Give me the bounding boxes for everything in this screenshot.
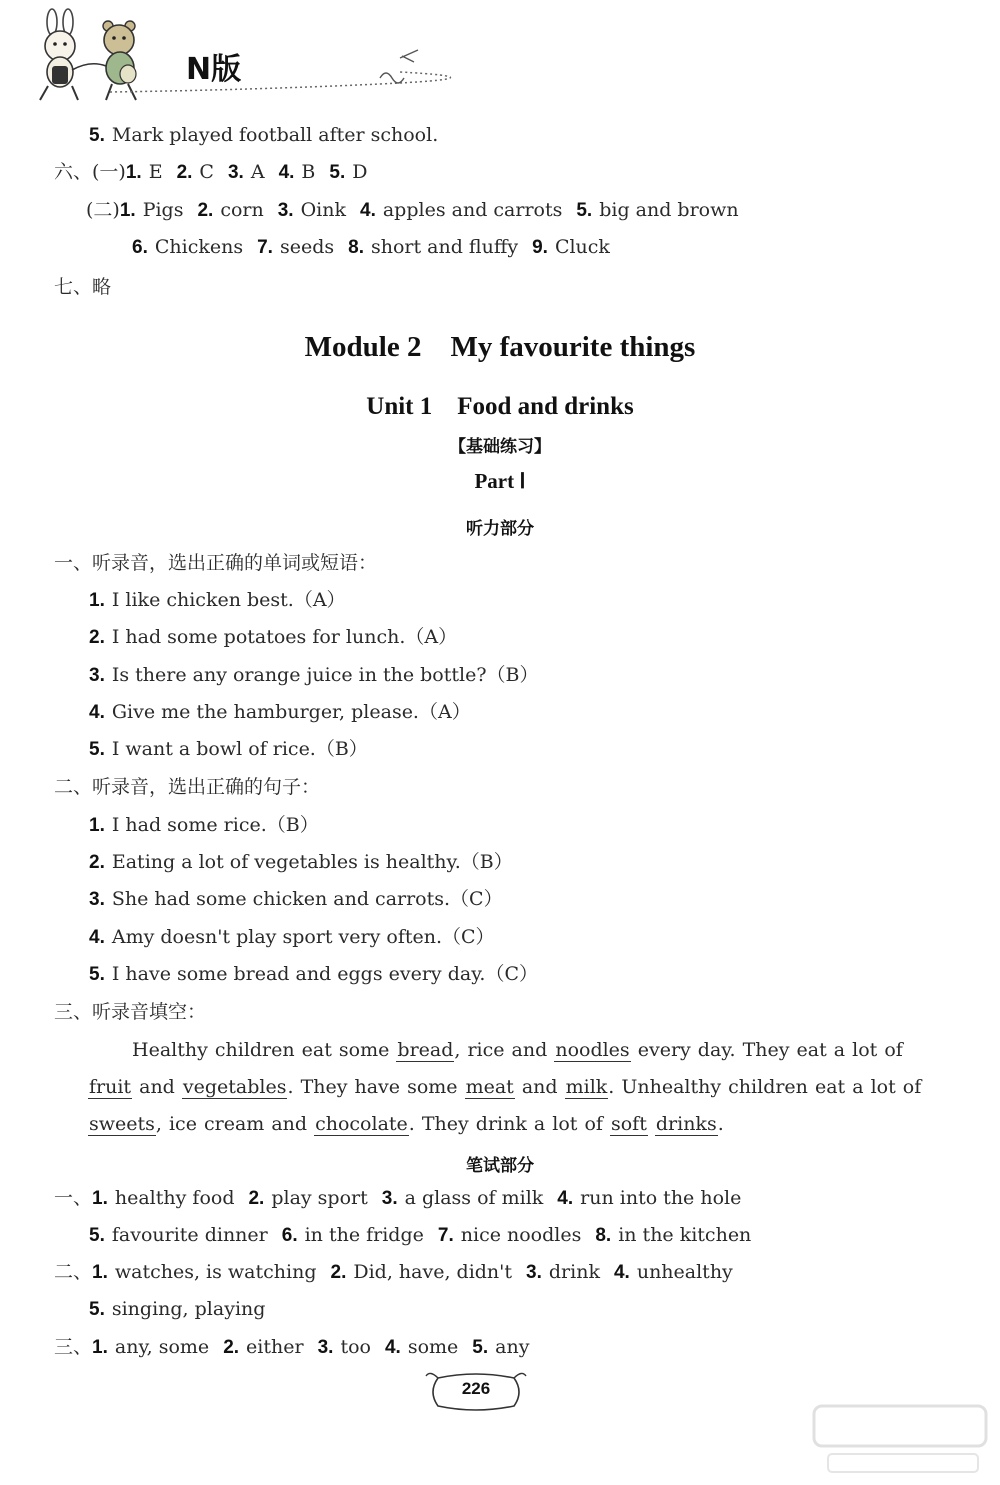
writing-answers-one-continued: 5. favourite dinner 6. in the fridge 7. nice noodles 8. in the kitchen	[89, 1224, 752, 1246]
module-title: Module 2 My favourite things	[304, 331, 696, 363]
writing-section-title: 笔试部分	[466, 1156, 534, 1176]
list-item: 1. I like chicken best.（A）	[89, 589, 346, 611]
decorative-dotted-line	[100, 40, 520, 100]
filled-blank: meat	[465, 1076, 514, 1098]
writing-answers-three: 三、1. any, some 2. either 3. too 4. some 5. any	[54, 1336, 530, 1358]
list-item: 2. I had some potatoes for lunch.（A）	[89, 626, 458, 648]
filled-blank: soft	[610, 1113, 647, 1135]
answer-line: 5. Mark played football after school.	[89, 124, 439, 146]
writing-answers-two-continued: 5. singing, playing	[89, 1298, 266, 1320]
listening-section-title: 听力部分	[466, 519, 534, 539]
part-title: Part Ⅰ	[474, 469, 526, 493]
fill-blank-paragraph-line: fruit and vegetables. They have some meat and milk. Unhealthy children eat a lot of	[89, 1076, 922, 1098]
filled-blank: bread	[397, 1039, 454, 1061]
filled-blank: chocolate	[315, 1113, 408, 1135]
filled-blank: vegetables	[182, 1076, 287, 1098]
watermark-logo	[808, 1400, 992, 1480]
page-number-badge	[424, 1368, 528, 1416]
page-number: 226	[461, 1379, 491, 1398]
list-item: 4. Amy doesn't play sport very often.（C）	[89, 926, 495, 948]
list-item: 2. Eating a lot of vegetables is healthy.（B）	[89, 851, 513, 873]
listening-heading-two: 二、听录音，选出正确的句子：	[54, 776, 321, 798]
writing-answers-two: 二、1. watches, is watching 2. Did, have, didn't 3. drink 4. unhealthy	[54, 1261, 733, 1283]
section-seven: 七、略	[54, 276, 112, 298]
fill-blank-paragraph-line: Healthy children eat some bread, rice and noodles every day. They eat a lot of	[132, 1039, 903, 1061]
filled-blank: noodles	[555, 1039, 630, 1061]
writing-answers-one: 一、1. healthy food 2. play sport 3. a glass of milk 4. run into the hole	[54, 1187, 742, 1209]
section-six-part-two: (二)1. Pigs 2. corn 3. Oink 4. apples and carrots 5. big and brown	[86, 199, 739, 221]
filled-blank: fruit	[89, 1076, 132, 1098]
filled-blank: sweets	[89, 1113, 155, 1135]
listening-heading-three: 三、听录音填空：	[54, 1001, 207, 1023]
section-six-part-one: 六、(一)1. E 2. C 3. A 4. B 5. D	[54, 161, 368, 183]
basic-practice-label: 【基础练习】	[449, 437, 551, 457]
edition-label: N版	[186, 52, 242, 87]
list-item: 3. She had some chicken and carrots.（C）	[89, 888, 503, 910]
listening-heading-one: 一、听录音，选出正确的单词或短语：	[54, 552, 378, 574]
filled-blank: drinks	[655, 1113, 717, 1135]
list-item: 4. Give me the hamburger, please.（A）	[89, 701, 471, 723]
list-item: 1. I had some rice.（B）	[89, 814, 319, 836]
list-item: 3. Is there any orange juice in the bottle?（B）	[89, 664, 539, 686]
page-header	[0, 0, 1000, 110]
list-item: 5. I have some bread and eggs every day.（C）	[89, 963, 538, 985]
list-item: 5. I want a bowl of rice.（B）	[89, 738, 368, 760]
fill-blank-paragraph-line: sweets, ice cream and chocolate. They drink a lot of soft drinks.	[89, 1113, 724, 1135]
filled-blank: milk	[565, 1076, 608, 1098]
section-six-part-two-continued: 6. Chickens 7. seeds 8. short and fluffy 9. Cluck	[132, 236, 610, 258]
unit-title: Unit 1 Food and drinks	[366, 393, 634, 420]
